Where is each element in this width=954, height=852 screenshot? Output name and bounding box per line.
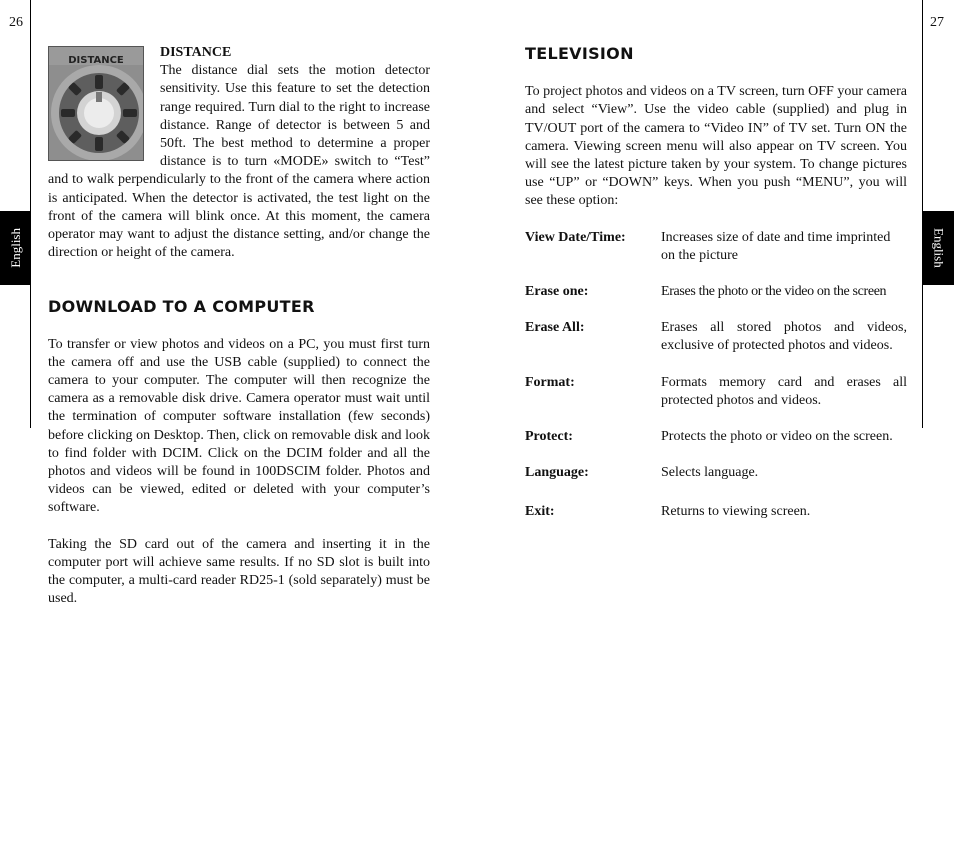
language-tab-left: [0, 211, 31, 285]
distance-dial-photo: [48, 46, 144, 161]
menu-options-list: [525, 229, 907, 522]
download-title: DOWNLOAD TO A COMPUTER: [48, 297, 315, 317]
menu-option-view-date-time: [525, 229, 907, 265]
menu-option-format: [525, 374, 907, 410]
television-title: TELEVISION: [525, 44, 634, 63]
menu-option-exit: [525, 503, 907, 521]
menu-option-key: Protect:: [525, 429, 573, 445]
menu-option-value: Increases size of date and time imprinted on the picture: [661, 229, 891, 263]
menu-option-key: Language:: [525, 465, 589, 481]
menu-option-value: Selects language.: [661, 465, 759, 481]
right-page-column: [525, 44, 907, 540]
language-tab-right-label: English: [931, 228, 947, 268]
download-paragraph-2: Taking the SD card out of the camera and inserting it in the computer port will achieve same results. If no SD slot is built into the computer, a multi-card reader RD25-1 (sold separately) must be used.: [48, 536, 430, 607]
language-tab-right: [923, 211, 954, 285]
menu-option-value: Protects the photo or video on the screen.: [661, 429, 893, 445]
download-paragraph-1: To transfer or view photos and videos on a PC, you must first turn the camera off and use the USB cable (supplied) to connect the camera to your computer. The computer will then recognize the camera as a removable disk drive. Camera operator must wait until the termination of computer software installation (few seconds) before clicking on Desktop. Then, click on removable disk and look to find folder with DCIM. Click on the DCIM folder and all the photos and videos will be found in 100DSCIM folder. Photos and videos can be viewed, edited or deleted with your computer’s software.: [48, 336, 430, 516]
menu-option-key: Erase All:: [525, 320, 585, 336]
language-tab-left-label: English: [7, 228, 23, 268]
menu-option-value: Erases the photo or the video on the screen: [661, 284, 887, 300]
television-intro: To project photos and videos on a TV screen, turn OFF your camera and select “View”. Use the video cable (supplied) and plug in TV/OUT port of the camera to “Video IN” of TV set. Turn ON the camera. Viewing screen menu will also appear on TV screen. You will see the latest picture taken by your system. To change pictures use “UP” or “DOWN” keys. When you push “MENU”, you will see these option:: [525, 84, 907, 209]
menu-option-key: View Date/Time:: [525, 229, 626, 245]
menu-option-key: Erase one:: [525, 284, 589, 300]
menu-option-value: Returns to viewing screen.: [661, 504, 811, 520]
menu-option-erase-all: [525, 319, 907, 355]
page-number-right: 27: [930, 15, 944, 30]
menu-option-language: [525, 464, 907, 482]
menu-option-protect: [525, 428, 907, 446]
distance-body: The distance dial sets the motion detector sensitivity. Use this feature to set the detection range required. Turn dial to the right to increase distance. Range of detector is between 5 and 50ft. The best method to determine a proper distance is to turn «MODE» switch to “Test” and to walk perpendicularly to the front of the camera where action is anticipated. When the detector is activated, the test light on the front of the camera will blink once. At this moment, the camera operator may want to adjust the distance setting, and/or change the direction or height of the camera.: [48, 63, 430, 261]
menu-option-erase-one: [525, 283, 907, 301]
menu-option-value: Formats memory card and erases all protected photos and videos.: [661, 374, 907, 408]
left-page-column: [48, 44, 430, 608]
menu-option-key: Format:: [525, 374, 575, 390]
page-number-left: 26: [9, 15, 23, 30]
menu-option-value: Erases all stored photos and videos, exclusive of protected photos and videos.: [661, 320, 907, 354]
distance-title: DISTANCE: [160, 45, 232, 60]
distance-dial-label: DISTANCE: [68, 55, 124, 66]
menu-option-key: Exit:: [525, 504, 555, 520]
